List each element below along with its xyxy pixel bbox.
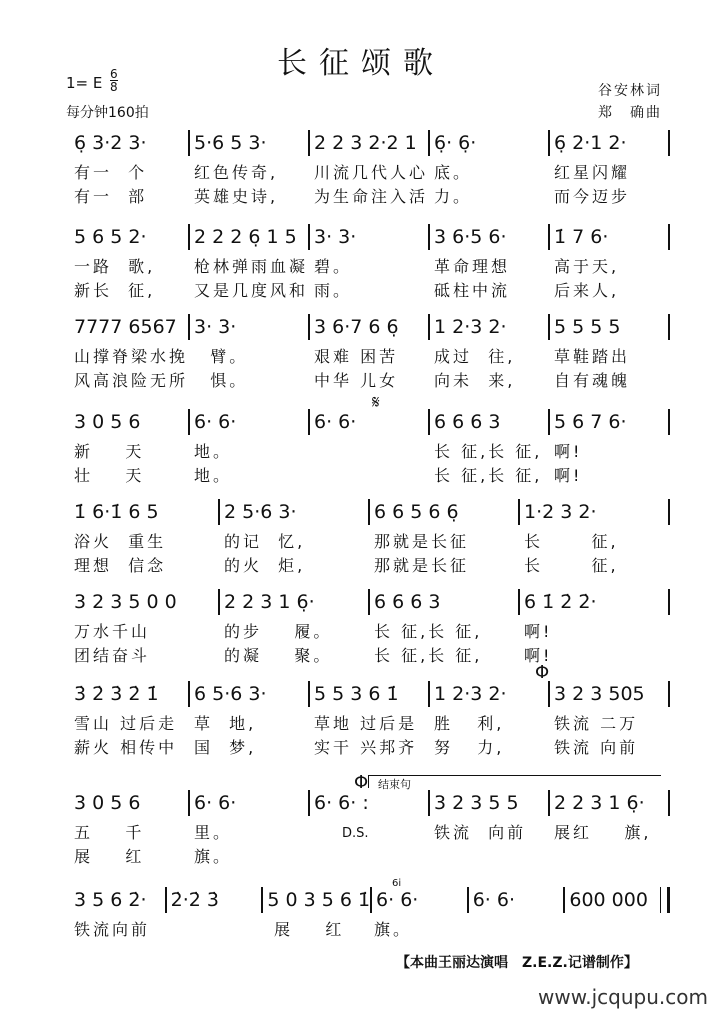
lyric-text: 铁流 向前	[434, 823, 527, 842]
measure	[190, 679, 308, 709]
lyric-spacer	[668, 184, 670, 207]
lyric-text: 胜 利,	[434, 714, 505, 733]
lyrics-verse-2	[70, 844, 670, 867]
measure-notes: 5 6 7 6·	[554, 411, 627, 433]
bar-line	[668, 681, 670, 707]
lyrics-verse-2	[70, 553, 670, 576]
notes-row	[70, 885, 670, 915]
lyrics-verse-2	[70, 368, 670, 391]
lyric-text: 长 征,	[524, 556, 619, 575]
website-watermark: www.jcqupu.com	[538, 985, 708, 1009]
measure	[310, 128, 428, 158]
measure-notes: 6 1̇ 2̇ 2̇·	[524, 591, 597, 613]
measure	[310, 788, 428, 818]
lyric-text: 雨。	[314, 281, 353, 300]
lyric-text: 的凝 聚。	[224, 646, 333, 665]
measure	[430, 312, 548, 342]
lyric-text	[570, 917, 668, 940]
lyric-text: 万水千山	[74, 622, 151, 641]
lyric-text: 川流几代人心	[314, 163, 429, 182]
measure-notes: 3 2 3 5 5	[434, 792, 519, 814]
lyric-text: 力。	[434, 187, 473, 206]
lyric-text	[310, 439, 428, 462]
bar-line	[668, 409, 670, 435]
lyric-text: 铁流向前	[74, 920, 151, 939]
lyric-text: 理想 信念	[74, 556, 167, 575]
lyric-text: 新长 征,	[74, 281, 156, 300]
lyric-text: 长 征,长 征,	[374, 646, 483, 665]
lyric-text	[170, 917, 268, 940]
lyric-text: 的记 忆,	[224, 532, 306, 551]
lyrics-verse-2	[70, 184, 670, 207]
lyrics-verse-1	[70, 439, 670, 462]
measure	[70, 128, 188, 158]
lyrics-verse-2	[70, 278, 670, 301]
bar-line	[668, 224, 670, 250]
measure	[430, 679, 548, 709]
song-title: 长征颂歌	[277, 46, 445, 81]
lyric-text: 啊!	[524, 646, 553, 665]
measure	[263, 885, 370, 915]
lyric-text: 山撑脊梁水挽	[74, 347, 189, 366]
lyric-spacer	[668, 463, 670, 486]
lyric-text: 后来人,	[554, 281, 620, 300]
lyrics-verse-1	[70, 254, 670, 277]
lyric-text: 革命理想	[434, 257, 511, 276]
measure	[70, 679, 188, 709]
measure	[190, 312, 308, 342]
lyric-text: 高于天,	[554, 257, 620, 276]
system-8	[70, 788, 670, 878]
lyrics-verse-1	[70, 529, 670, 552]
lyric-text: 那就是长征	[374, 556, 470, 575]
measure-notes: 3· 3·	[194, 316, 237, 338]
measure-notes: 3 6·5 6·	[434, 226, 507, 248]
lyric-text: 英雄史诗,	[194, 187, 279, 206]
measure	[70, 222, 188, 252]
measure-notes: 3· 3·	[314, 226, 357, 248]
measure	[190, 407, 308, 437]
lyric-spacer	[668, 619, 670, 642]
measure	[70, 497, 218, 527]
measure	[550, 222, 668, 252]
measure-notes: 2̇·2̇ 3̇	[170, 889, 220, 911]
lyric-text: 的步 履。	[224, 622, 333, 641]
bar-line	[668, 314, 670, 340]
measure	[430, 222, 548, 252]
lyric-text: 铁流 向前	[554, 738, 639, 757]
lyric-spacer	[668, 278, 670, 301]
measure-notes: 3 0 5 6	[74, 792, 141, 814]
grace-note: 6i	[392, 878, 402, 889]
measure	[520, 587, 668, 617]
measure	[190, 222, 308, 252]
lyric-spacer	[668, 735, 670, 758]
notes-row	[70, 788, 670, 818]
lyric-text: 国 梦,	[194, 738, 257, 757]
measure-notes: 1 2·3 2·	[434, 316, 507, 338]
system-1	[70, 128, 670, 218]
lyric-text: 地。	[194, 442, 233, 461]
measure-notes: 1·2 3 2·	[524, 501, 597, 523]
lyric-spacer	[668, 254, 670, 277]
measure	[372, 885, 467, 915]
lyric-text: 风高浪险无所	[74, 371, 189, 390]
measure-notes: 6̣ 2·1 2·	[554, 132, 627, 154]
lyric-text: 长 征,长 征,	[374, 622, 483, 641]
bar-line	[668, 790, 670, 816]
measure	[370, 587, 518, 617]
measure-notes: 6 5·6 3·	[194, 683, 267, 705]
lyric-spacer	[668, 553, 670, 576]
composer-credit: 郑 确曲	[598, 105, 662, 121]
lyric-text: 啊!	[554, 466, 583, 485]
measure-notes: 2 5·6 3·	[224, 501, 297, 523]
lyric-text: 旗。	[194, 847, 233, 866]
ending-bracket	[368, 775, 661, 788]
bar-line	[668, 130, 670, 156]
lyric-text: 红星闪耀	[554, 163, 631, 182]
measure	[70, 312, 188, 342]
lyric-text: 啊!	[554, 442, 583, 461]
lyrics-verse-2	[70, 735, 670, 758]
lyric-spacer	[668, 711, 670, 734]
measure	[370, 497, 518, 527]
measure	[430, 407, 548, 437]
lyric-spacer	[668, 368, 670, 391]
measure	[550, 679, 668, 709]
lyrics-verse-2	[70, 643, 670, 666]
coda-icon: Φ	[535, 662, 550, 683]
notes-row	[70, 222, 670, 252]
measure-notes: 3 6·7 6 6̣	[314, 316, 399, 338]
system-2	[70, 222, 670, 312]
measure-notes: 6̣ 3·2 3·	[74, 132, 147, 154]
measure-notes: 6̣· 6̣·	[434, 132, 477, 154]
measure-notes: 6· 6·	[194, 411, 237, 433]
measure-notes: 6· 6· :	[314, 792, 369, 814]
lyrics-verse-1	[70, 917, 670, 940]
dal-segno-mark: D.S.	[342, 826, 369, 841]
measure	[310, 679, 428, 709]
measure	[310, 312, 428, 342]
lyric-text: 努 力,	[434, 738, 505, 757]
lyric-text: 展红 旗,	[554, 823, 652, 842]
lyric-text: 啊!	[524, 622, 553, 641]
bar-line	[660, 887, 670, 913]
notes-row	[70, 312, 670, 342]
lyric-text: 五 千	[74, 823, 145, 842]
measure-notes: 7777 6567	[74, 316, 177, 338]
measure-notes: 5 6 5 2·	[74, 226, 147, 248]
time-signature	[110, 68, 118, 93]
measure	[70, 587, 218, 617]
measure	[469, 885, 564, 915]
lyric-spacer	[668, 439, 670, 462]
lyric-text: 展 红	[74, 847, 145, 866]
measure	[550, 788, 668, 818]
time-bottom: 8	[110, 80, 118, 94]
lyric-text	[550, 844, 668, 867]
lyric-text: 薪火 相传中	[74, 738, 178, 757]
measure-notes: 5 0 3 5 6 1̇	[267, 889, 371, 911]
measure-notes: 1̇ 6·1̇ 6 5	[74, 501, 159, 523]
lyric-text	[430, 844, 548, 867]
measure	[310, 222, 428, 252]
measure-notes: 2 2 3 1 6̣·	[554, 792, 645, 814]
measure-notes: 3 5 6 2̇·	[74, 889, 147, 911]
notes-row	[70, 128, 670, 158]
lyric-text: 长 征,长 征,	[434, 442, 543, 461]
lyric-text: 长 征,	[524, 532, 619, 551]
lyric-text	[470, 917, 568, 940]
lyric-text: 里。	[194, 823, 233, 842]
measure-notes: 2 2 3 2·2 1	[314, 132, 417, 154]
lyric-text: 一路 歌,	[74, 257, 156, 276]
lyrics-verse-1	[70, 711, 670, 734]
lyric-spacer	[668, 917, 670, 940]
lyric-text: 那就是长征	[374, 532, 470, 551]
lyrics-verse-1	[70, 344, 670, 367]
measure	[220, 587, 368, 617]
performer-credit: 【本曲王丽达演唱 Z.E.Z.记谱制作】	[396, 955, 638, 971]
lyric-spacer	[668, 820, 670, 843]
lyric-text: 雪山 过后走	[74, 714, 178, 733]
coda-icon-2: Φ	[354, 772, 369, 793]
lyric-text	[310, 844, 428, 867]
measure	[220, 497, 368, 527]
system-4	[70, 407, 670, 497]
lyric-text: 红色传奇,	[194, 163, 279, 182]
measure-notes: 3 2 3 505	[554, 683, 645, 705]
system-7	[70, 679, 670, 769]
key-signature: 1= E	[66, 74, 103, 92]
lyric-text: 中华 儿女	[314, 371, 399, 390]
lyric-text: 自有魂魄	[554, 371, 631, 390]
lyric-text: 向未 来,	[434, 371, 516, 390]
lyrics-verse-1	[70, 619, 670, 642]
measure-notes: 2 2 2 6̣ 1 5	[194, 226, 297, 248]
lyrics-verse-1	[70, 160, 670, 183]
lyric-text	[310, 463, 428, 486]
lyric-spacer	[668, 844, 670, 867]
measure-notes: 3 0 5 6	[74, 411, 141, 433]
measure-notes: 6· 6·	[376, 889, 419, 911]
measure	[190, 128, 308, 158]
measure-notes: 5·6 5 3·	[194, 132, 267, 154]
measure-notes: 1̇ 7 6·	[554, 226, 609, 248]
measure-notes: 2 2 3 1 6̣·	[224, 591, 315, 613]
measure	[565, 885, 660, 915]
system-3	[70, 312, 670, 402]
measure-notes: 5 5 3 6 1̇	[314, 683, 399, 705]
notes-row	[70, 679, 670, 709]
measure	[430, 128, 548, 158]
lyric-text: 展 红	[274, 920, 345, 939]
measure-notes: 5 5 5 5	[554, 316, 621, 338]
system-5	[70, 497, 670, 587]
lyric-text: 铁流 二万	[554, 714, 639, 733]
segno-icon: 𝄋	[372, 392, 380, 413]
lyric-text: 实干 兴邦齐	[314, 738, 418, 757]
lyric-text: 团结奋斗	[74, 646, 151, 665]
lyric-text: 草 地,	[194, 714, 257, 733]
lyric-text: 枪林弹雨血凝	[194, 257, 309, 276]
lyrics-verse-2	[70, 463, 670, 486]
measure-notes: 6· 6·	[314, 411, 357, 433]
measure-notes: 6 6 6 3	[434, 411, 501, 433]
measure	[70, 885, 165, 915]
measure-notes: 6· 6·	[194, 792, 237, 814]
lyric-text: 而今迈步	[554, 187, 631, 206]
lyric-text: 碧。	[314, 257, 353, 276]
time-top: 6	[110, 67, 118, 81]
lyric-text: 底。	[434, 163, 473, 182]
notes-row	[70, 587, 670, 617]
measure-notes: 6· 6·	[472, 889, 515, 911]
lyric-text: 惧。	[194, 371, 249, 390]
measure	[430, 788, 548, 818]
tempo-marking: 每分钟160拍	[66, 105, 149, 121]
lyric-text: 旗。	[374, 920, 413, 939]
measure-notes: 3̇ 2̇ 3̇ 2̇ 1̇	[74, 683, 159, 705]
lyric-spacer	[668, 529, 670, 552]
lyric-text: 草鞋踏出	[554, 347, 631, 366]
bar-line	[668, 589, 670, 615]
lyric-text: 臂。	[194, 347, 249, 366]
measure	[70, 407, 188, 437]
measure-notes: 600 000	[569, 889, 648, 911]
lyric-text: 草地 过后是	[314, 714, 418, 733]
measure-notes: 6 6 5 6 6̣	[374, 501, 459, 523]
measure	[550, 407, 668, 437]
lyric-text: 新 天	[74, 442, 145, 461]
lyric-text: 成过 往,	[434, 347, 516, 366]
measure-notes: 6 6 6 3	[374, 591, 441, 613]
lyric-text: 有一 个	[74, 163, 148, 182]
measure	[190, 788, 308, 818]
measure	[520, 497, 668, 527]
notes-row	[70, 407, 670, 437]
lyric-text	[310, 820, 428, 843]
lyricist-credit: 谷安林词	[598, 83, 662, 99]
measure-notes: 1 2·3 2·	[434, 683, 507, 705]
notes-row	[70, 497, 670, 527]
lyric-text: 长 征,长 征,	[434, 466, 543, 485]
lyric-text: 的火 炬,	[224, 556, 306, 575]
lyric-text: 壮 天	[74, 466, 145, 485]
measure	[310, 407, 428, 437]
ending-label: 结束句	[378, 778, 411, 791]
lyric-text: 浴火 重生	[74, 532, 167, 551]
lyric-spacer	[668, 643, 670, 666]
lyric-spacer	[668, 344, 670, 367]
lyrics-verse-1	[70, 820, 670, 843]
measure	[167, 885, 262, 915]
measure-notes: 3 2 3 5 0 0	[74, 591, 177, 613]
measure	[70, 788, 188, 818]
bar-line	[668, 499, 670, 525]
lyric-text: 又是几度风和	[194, 281, 309, 300]
measure	[550, 128, 668, 158]
lyric-text: 地。	[194, 466, 233, 485]
lyric-text: 砥柱中流	[434, 281, 511, 300]
system-6	[70, 587, 670, 677]
lyric-spacer	[668, 160, 670, 183]
lyric-text: 有一 部	[74, 187, 148, 206]
measure	[550, 312, 668, 342]
lyric-text: 艰难 困苦	[314, 347, 399, 366]
lyric-text: 为生命注入活	[314, 187, 429, 206]
